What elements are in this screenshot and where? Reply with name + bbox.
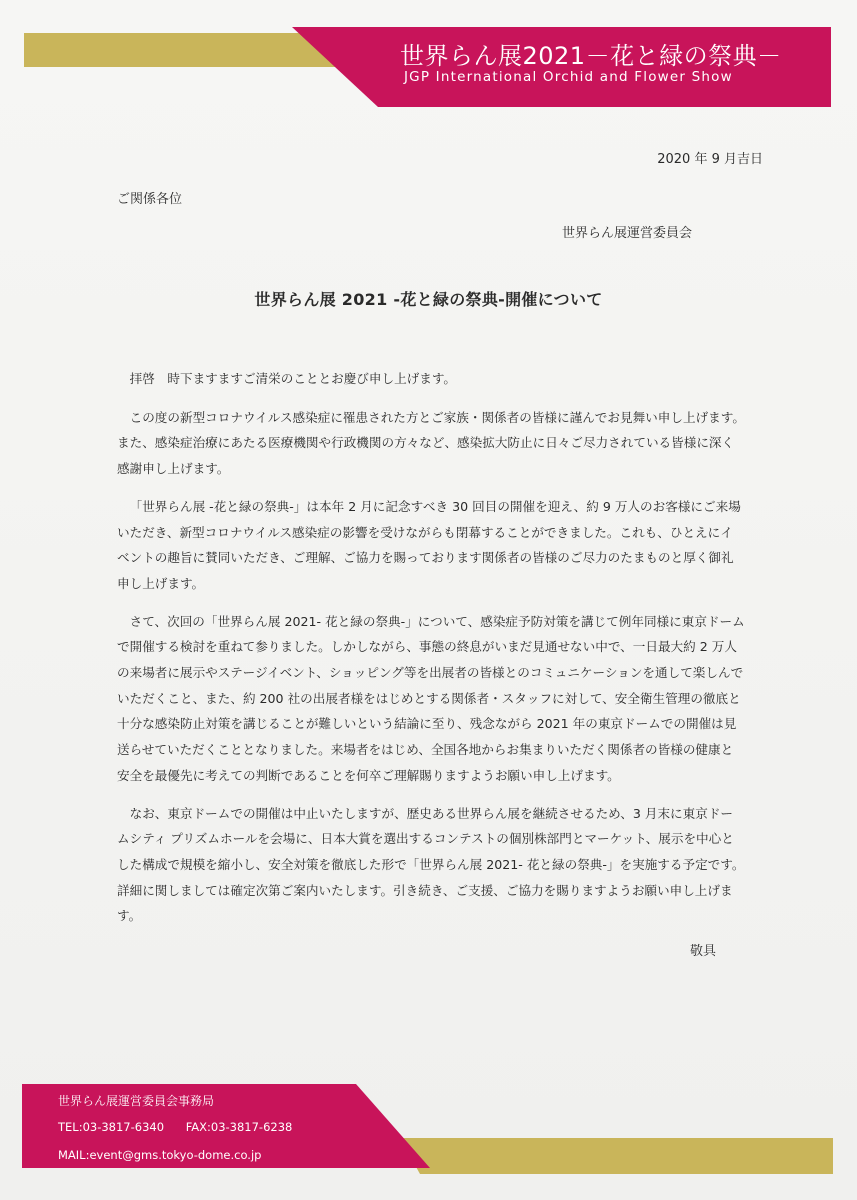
- sender: 世界らん展運営委員会: [562, 226, 693, 241]
- paragraph-greeting: 拝啓 時下ますますご清栄のこととお慶び申し上げます。: [129, 371, 457, 386]
- footer-fax: FAX:03-3817-6238: [185, 1120, 293, 1134]
- letter-body: [117, 366, 745, 941]
- closing: 敬具: [690, 944, 717, 959]
- footer-contact: [58, 1120, 310, 1134]
- letter-date: 2020 年 9 月吉日: [657, 152, 763, 167]
- paragraph-cancellation: さて、次回の「世界らん展 2021- 花と緑の祭典-」について、感染症予防対策を講じて例年同様に東京ドームで開催する検討を重ねて参りました。しかしながら、事態の終息がいまだ見通せない中で、一日最大約 2 万人の来場者に展示やステージイベント、ショッピング等を出展者の皆様とのコミュニケーションを通して楽しんでいただくこと、また、約 200 社の出展者様をはじめとする関係者・スタッフに対して、安全衛生管理の徹底と十分な感染防止対策を講じることが難しいという結論に至り、残念ながら 2021 年の東京ドームでの開催は見送らせていただくこととなりました。来場者をはじめ、全国各地からお集まりいただく関係者の皆様の健康と安全を最優先に考えての判断であることを何卒ご理解賜りますようお願い申し上げます。: [117, 613, 745, 783]
- header-subtitle: JGP International Orchid and Flower Show: [404, 69, 733, 85]
- document-title: 世界らん展 2021 -花と緑の祭典-開催について: [254, 290, 603, 309]
- header-gold-stripe: [24, 33, 344, 67]
- paragraph-alternative: なお、東京ドームでの開催は中止いたしますが、歴史ある世界らん展を継続させるため、3 月末に東京ドームシティ プリズムホールを会場に、日本大賞を選出するコンテストの個別株部門とマーケット、展示を中心とした構成で規模を縮小し、安全対策を徹底した形で「世界らん展 2021- 花と緑の祭典-」を実施する予定です。詳細に関しましては確定次第ご案内いたします。引き続き、ご支援、ご協力を賜りますようお願い申し上げます。: [117, 805, 745, 924]
- paragraph-sympathy: この度の新型コロナウイルス感染症に罹患された方とご家族・関係者の皆様に謹んでお見舞い申し上げます。また、感染症治療にあたる医療機関や行政機関の方々など、感染拡大防止に日々ご尽力されている皆様に深く感謝申し上げます。: [117, 409, 745, 477]
- paragraph-thanks: 「世界らん展 -花と緑の祭典-」は本年 2 月に記念すべき 30 回目の開催を迎え、約 9 万人のお客様にご来場いただき、新型コロナウイルス感染症の影響を受けながらも閉幕することができました。これも、ひとえにイベントの趣旨に賛同いただき、ご理解、ご協力を賜っております関係者の皆様のご尽力のたまものと厚く御礼申し上げます。: [117, 498, 741, 591]
- addressee: ご関係各位: [117, 192, 183, 207]
- header-title: 世界らん展2021－花と緑の祭典－: [400, 42, 782, 70]
- footer-gold-stripe: [400, 1138, 833, 1174]
- footer-mail: MAIL:event@gms.tokyo-dome.co.jp: [58, 1148, 262, 1162]
- footer-tel: TEL:03-3817-6340: [58, 1120, 165, 1134]
- footer-office: 世界らん展運営委員会事務局: [58, 1094, 215, 1108]
